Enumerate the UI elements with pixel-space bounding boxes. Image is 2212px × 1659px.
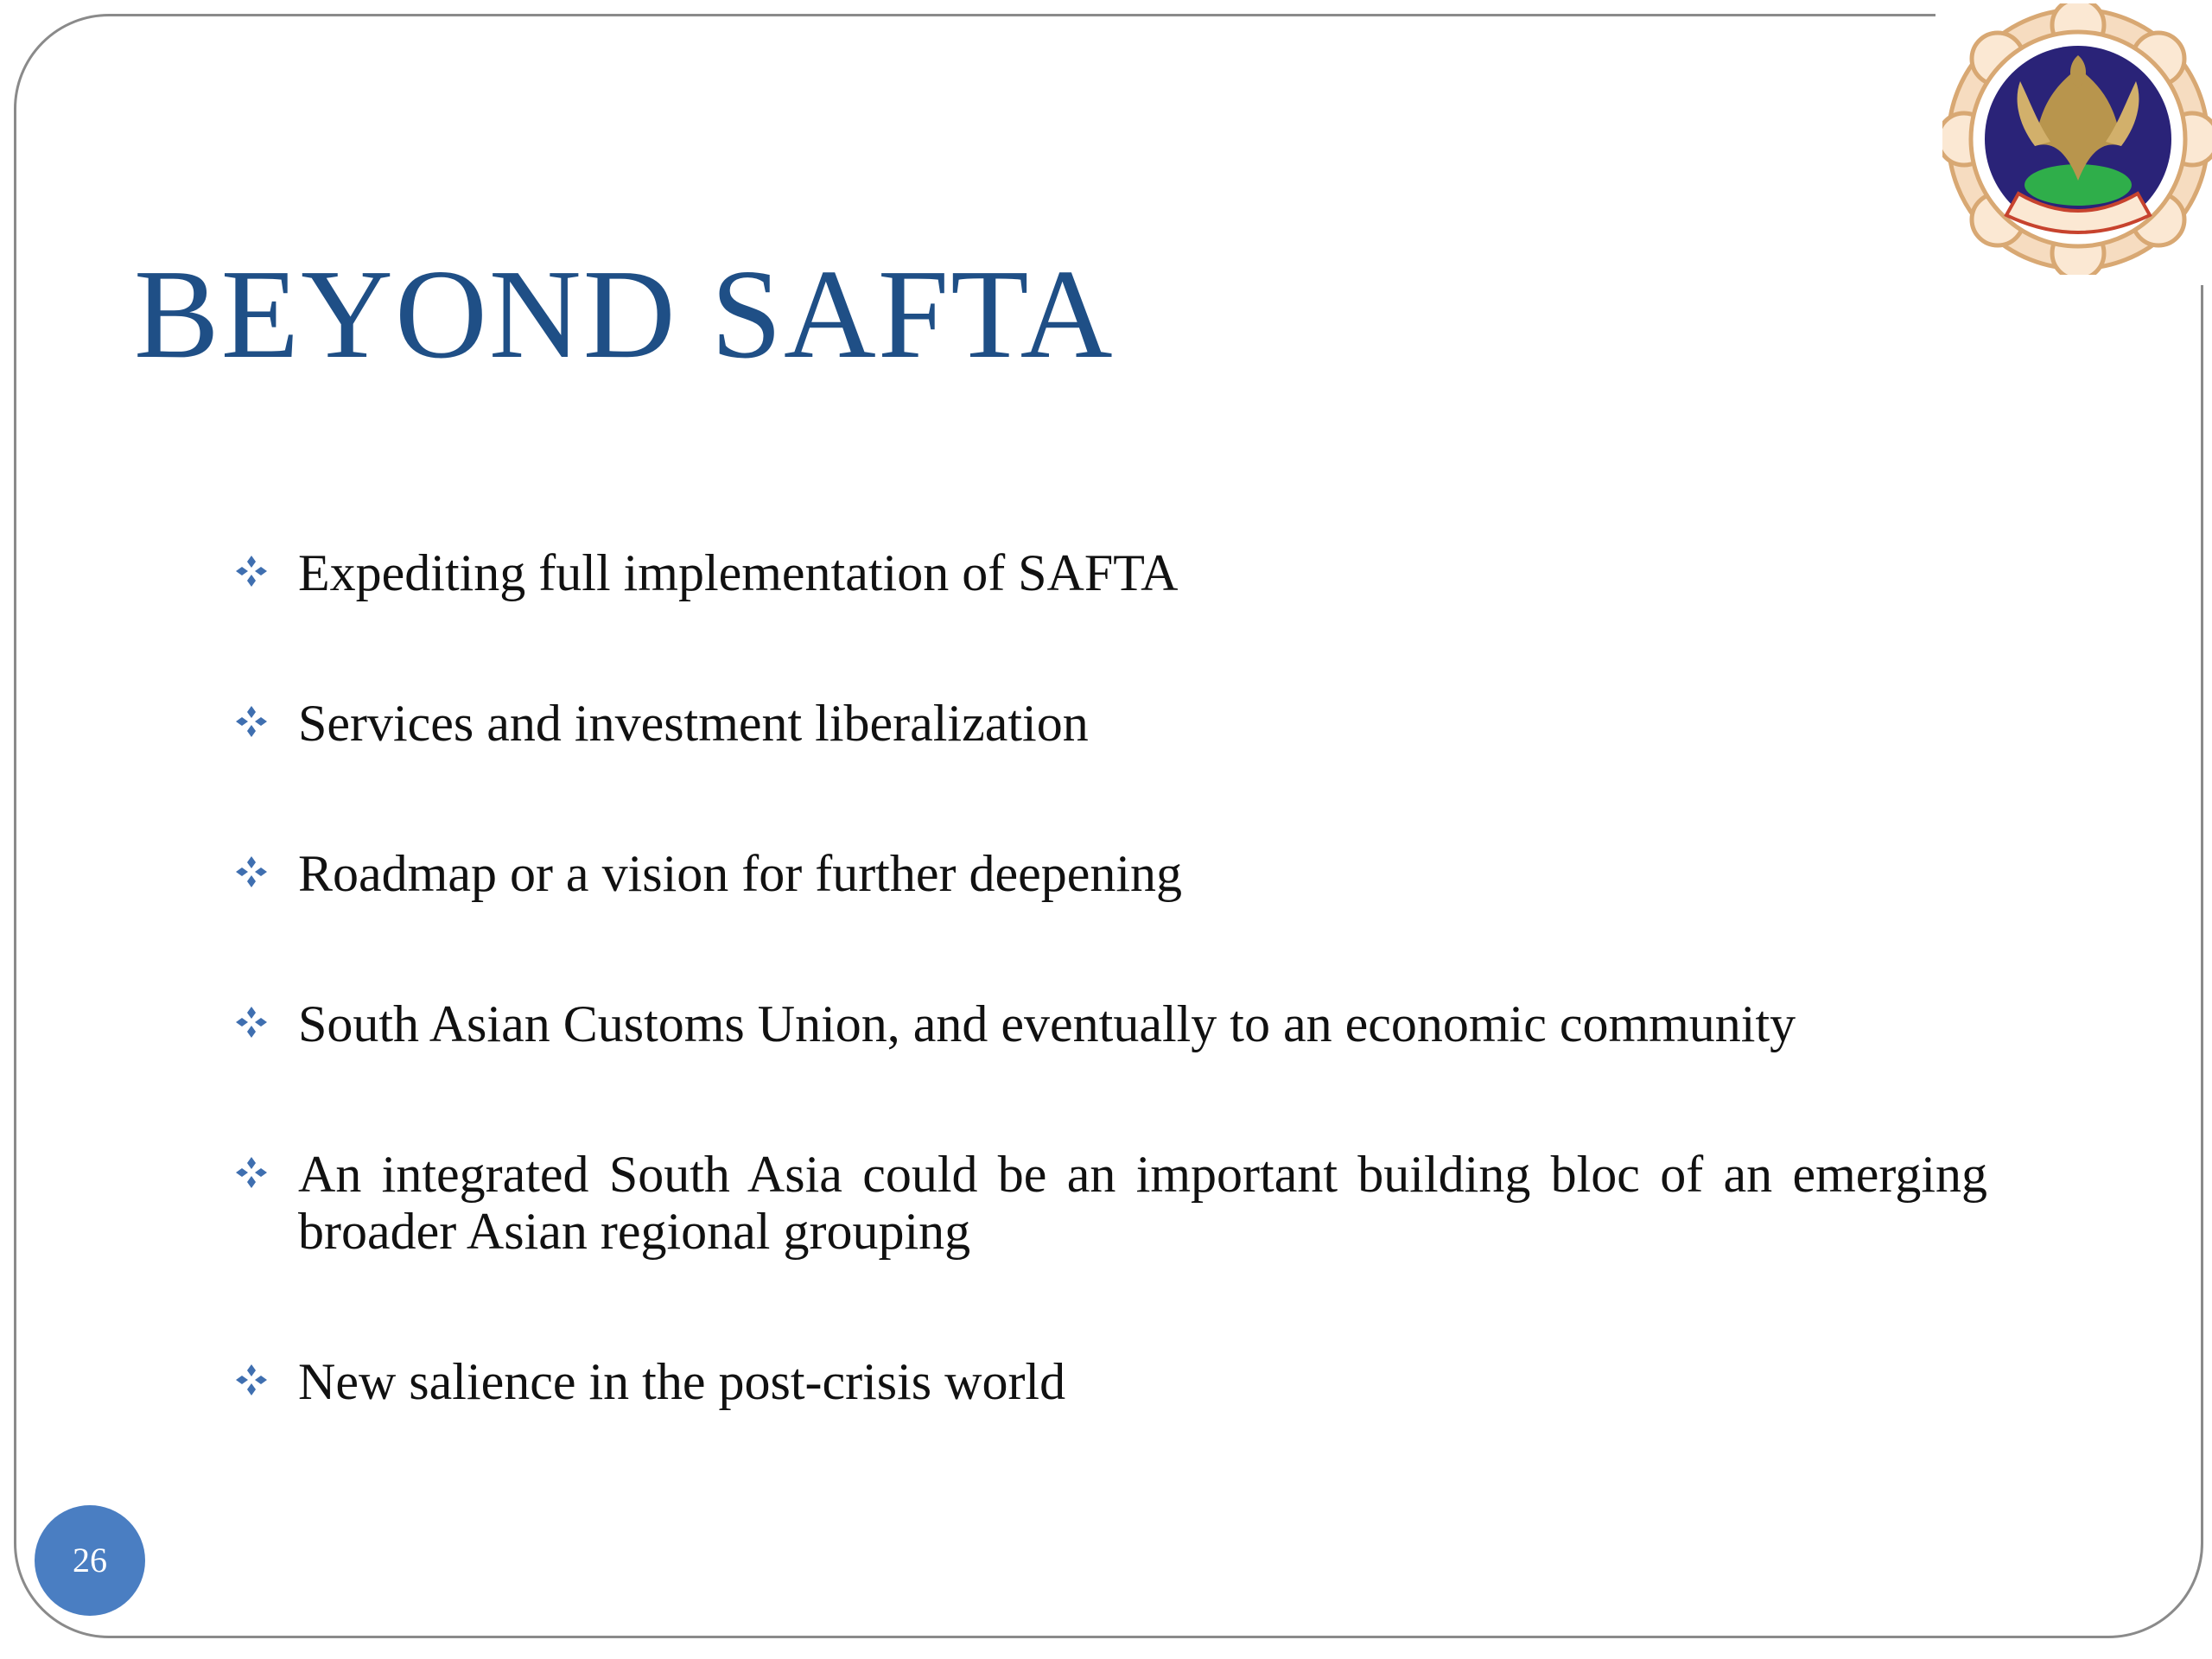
bullet-text: Roadmap or a vision for further deepening [298,845,1183,902]
four-diamond-bullet-icon [233,553,270,589]
bullet-item [233,544,1987,601]
bullet-text: Services and investment liberalization [298,695,1089,752]
four-diamond-bullet-icon [233,1154,270,1191]
four-diamond-bullet-icon [233,1362,270,1398]
four-diamond-bullet-icon [233,1004,270,1040]
four-diamond-bullet-icon [233,703,270,740]
bullet-text: An integrated South Asia could be an important building bloc of an emerging broader Asian regional grouping [298,1146,1987,1260]
bullet-item [233,1353,1987,1410]
bullet-item [233,845,1987,902]
four-diamond-bullet-icon [233,854,270,890]
slide-number-badge: 26 [35,1505,145,1616]
institute-emblem-logo [1942,3,2212,275]
bullet-item [233,1146,1987,1260]
bullet-text: South Asian Customs Union, and eventually to an economic community [298,995,1796,1052]
bullet-list [233,544,1987,1410]
slide-title: BEYOND SAFTA [134,244,1115,385]
bullet-item [233,995,1987,1052]
bullet-item [233,695,1987,752]
bullet-text: Expediting full implementation of SAFTA [298,544,1179,601]
bullet-text: New salience in the post-crisis world [298,1353,1066,1410]
